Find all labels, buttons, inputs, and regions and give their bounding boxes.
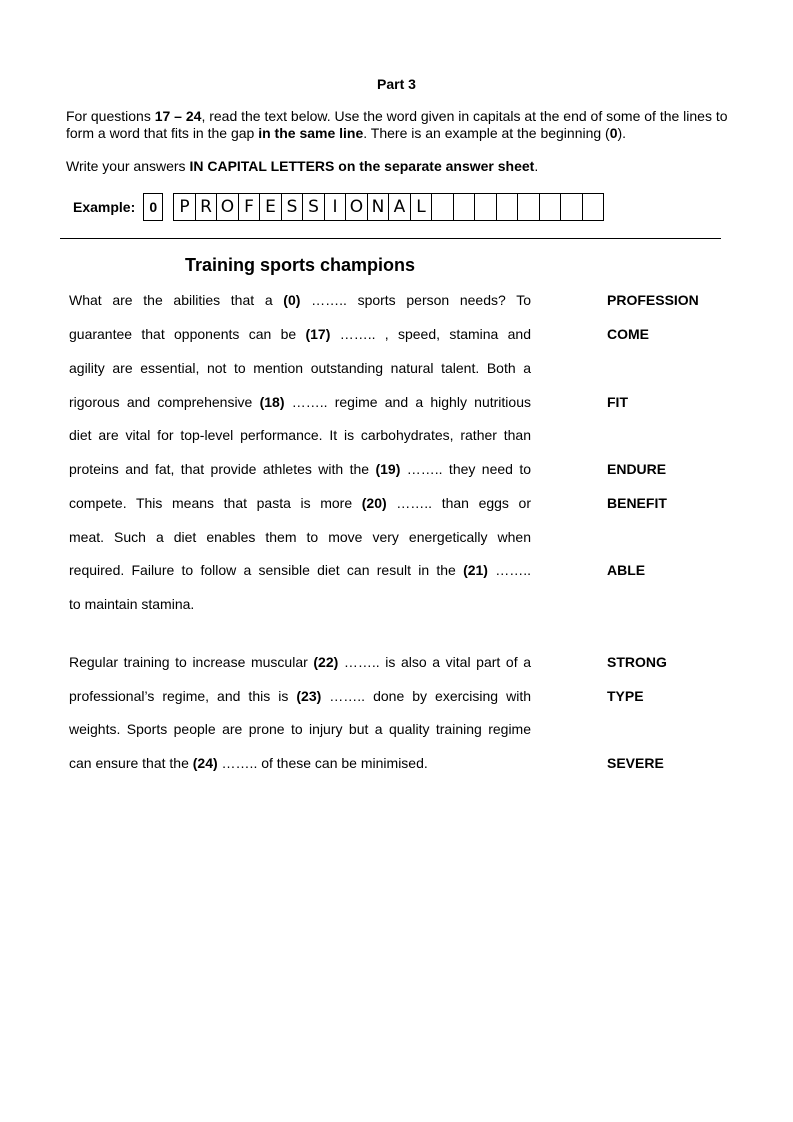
example-label: Example: [73,199,136,215]
keyword-come: COME [607,326,649,342]
letter-cell [583,194,604,220]
letter-cell [518,194,540,220]
text-heading: Training sports champions [185,255,416,275]
example-row [73,193,604,221]
keyword-strong: STRONG [607,654,667,670]
text-line: can ensure that the (24) …….. of these can be minimised. [69,755,428,771]
keyword-able: ABLE [607,562,646,578]
part-title: Part 3 [377,76,416,92]
gap-number: (0) [283,292,301,308]
letter-cell: O [346,194,368,220]
keyword-endure: ENDURE [607,461,667,477]
letter-cell: L [411,194,433,220]
gap-number: (20) [361,495,387,511]
letter-cell: S [303,194,325,220]
letter-cell [540,194,562,220]
letter-cell [475,194,497,220]
keyword-fit: FIT [607,394,628,410]
text-line: professional’s regime, and this is (23) …….. done by exercising with [69,688,531,704]
gap-number: (21) [463,562,488,578]
letter-cell: O [217,194,239,220]
gap-number: (17) [305,326,331,342]
letter-cell: S [282,194,304,220]
letter-cell [454,194,476,220]
letter-cell: R [196,194,218,220]
letter-cell: P [174,194,196,220]
text-line: to maintain stamina. [69,596,195,612]
letter-cell [497,194,519,220]
letter-cell: F [239,194,261,220]
keyword-profession: PROFESSION [607,292,699,308]
letter-cell: I [325,194,347,220]
gap-number: (22) [313,654,339,670]
example-number-box: 0 [143,193,163,221]
text-line: agility are essential, not to mention outstanding natural talent. Both a [69,360,531,376]
instructions: For questions 17 – 24, read the text below. Use the word given in capitals at the end of some of the lines to form a word that fits in the gap in the same line. There is an example at the beginning (0). [66,108,728,141]
gap-number: (18) [259,394,285,410]
letter-cell: A [389,194,411,220]
gap-number: (24) [192,755,218,771]
text-line: What are the abilities that a (0) …….. sports person needs? To [69,292,531,308]
text-line: compete. This means that pasta is more (20) …….. than eggs or [69,495,531,511]
divider [60,238,721,239]
example-letter-grid [173,193,604,221]
text-line: diet are vital for top-level performance. It is carbohydrates, rather than [69,427,531,443]
text-line: required. Failure to follow a sensible diet can result in the (21) …….. [69,562,531,578]
letter-cell: N [368,194,390,220]
letter-cell [432,194,454,220]
letter-cell [561,194,583,220]
text-line: Regular training to increase muscular (22) …….. is also a vital part of a [69,654,531,670]
keyword-benefit: BENEFIT [607,495,667,511]
gap-number: (19) [375,461,401,477]
text-line: rigorous and comprehensive (18) …….. regime and a highly nutritious [69,394,531,410]
text-line: meat. Such a diet enables them to move very energetically when [69,529,531,545]
text-line: proteins and fat, that provide athletes with the (19) …….. they need to [69,461,532,477]
keyword-severe: SEVERE [607,755,664,771]
keyword-type: TYPE [607,688,644,704]
text-line: weights. Sports people are prone to injury but a quality training regime [69,721,531,737]
answer-instruction: Write your answers IN CAPITAL LETTERS on the separate answer sheet. [66,158,539,174]
gap-number: (23) [296,688,322,704]
letter-cell: E [260,194,282,220]
text-line: guarantee that opponents can be (17) …….. , speed, stamina and [69,326,531,342]
